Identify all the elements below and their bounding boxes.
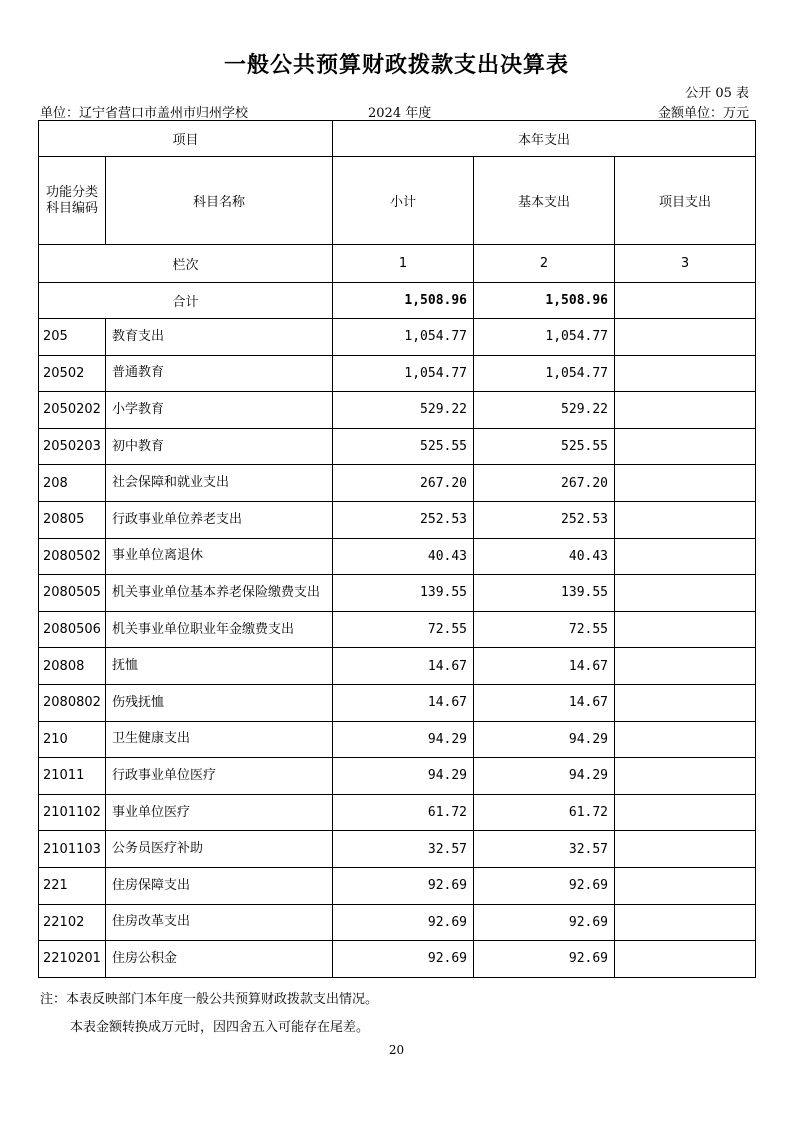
row-name: 住房改革支出 — [106, 904, 333, 941]
total-subtotal: 1,508.96 — [333, 283, 474, 319]
column-number-row — [39, 245, 756, 283]
row-project — [615, 501, 756, 538]
row-code: 2080506 — [39, 611, 106, 648]
row-basic: 92.69 — [474, 867, 615, 904]
year-label: 2024 年度 — [368, 106, 432, 121]
row-subtotal: 525.55 — [333, 428, 474, 465]
row-code: 20805 — [39, 501, 106, 538]
row-name: 行政事业单位医疗 — [106, 758, 333, 795]
row-project — [615, 428, 756, 465]
table-row — [39, 465, 756, 502]
row-basic: 61.72 — [474, 794, 615, 831]
column-number-label: 栏次 — [39, 245, 333, 283]
row-name: 社会保障和就业支出 — [106, 465, 333, 502]
row-project — [615, 465, 756, 502]
row-basic: 252.53 — [474, 501, 615, 538]
row-name: 伤残抚恤 — [106, 684, 333, 721]
column-number-1: 1 — [333, 245, 474, 283]
row-project — [615, 611, 756, 648]
row-basic: 72.55 — [474, 611, 615, 648]
row-name: 教育支出 — [106, 319, 333, 356]
row-basic: 94.29 — [474, 721, 615, 758]
row-basic: 32.57 — [474, 831, 615, 868]
row-project — [615, 721, 756, 758]
row-basic: 94.29 — [474, 758, 615, 795]
row-code: 205 — [39, 319, 106, 356]
page-number: 20 — [388, 1043, 405, 1057]
note-2: 本表金额转换成万元时，因四舍五入可能存在尾差。 — [70, 1020, 370, 1035]
row-name: 住房保障支出 — [106, 867, 333, 904]
form-number: 公开 05 表 — [685, 86, 749, 101]
table-row — [39, 867, 756, 904]
row-project — [615, 355, 756, 392]
row-subtotal: 94.29 — [333, 721, 474, 758]
table-row — [39, 575, 756, 612]
row-name: 事业单位离退休 — [106, 538, 333, 575]
column-number-3: 3 — [615, 245, 756, 283]
row-basic: 139.55 — [474, 575, 615, 612]
row-subtotal: 94.29 — [333, 758, 474, 795]
row-basic: 1,054.77 — [474, 319, 615, 356]
row-subtotal: 14.67 — [333, 684, 474, 721]
row-code: 21011 — [39, 758, 106, 795]
row-project — [615, 538, 756, 575]
row-project — [615, 867, 756, 904]
total-row — [39, 283, 756, 319]
row-code: 2080505 — [39, 575, 106, 612]
row-subtotal: 32.57 — [333, 831, 474, 868]
row-subtotal: 14.67 — [333, 648, 474, 685]
table-row — [39, 941, 756, 978]
expenditure-table — [38, 120, 756, 978]
row-code: 2101102 — [39, 794, 106, 831]
table-row — [39, 904, 756, 941]
row-basic: 40.43 — [474, 538, 615, 575]
table-row — [39, 794, 756, 831]
row-name: 事业单位医疗 — [106, 794, 333, 831]
page-title: 一般公共预算财政拨款支出决算表 — [223, 53, 569, 78]
row-name: 机关事业单位职业年金缴费支出 — [106, 611, 333, 648]
unit-label: 单位：辽宁省营口市盖州市归州学校 — [40, 106, 249, 121]
row-code: 210 — [39, 721, 106, 758]
row-basic: 529.22 — [474, 392, 615, 429]
row-subtotal: 61.72 — [333, 794, 474, 831]
table-row — [39, 428, 756, 465]
row-basic: 14.67 — [474, 648, 615, 685]
money-unit-label: 金额单位：万元 — [657, 106, 749, 121]
row-subtotal: 92.69 — [333, 867, 474, 904]
row-subtotal: 1,054.77 — [333, 319, 474, 356]
row-code: 2050202 — [39, 392, 106, 429]
row-code: 2101103 — [39, 831, 106, 868]
row-subtotal: 252.53 — [333, 501, 474, 538]
total-label: 合计 — [39, 283, 333, 319]
row-basic: 267.20 — [474, 465, 615, 502]
table-row — [39, 648, 756, 685]
row-code: 2080502 — [39, 538, 106, 575]
row-subtotal: 1,054.77 — [333, 355, 474, 392]
row-project — [615, 575, 756, 612]
table-row — [39, 831, 756, 868]
total-project — [615, 283, 756, 319]
row-project — [615, 319, 756, 356]
table-row — [39, 392, 756, 429]
total-basic: 1,508.96 — [474, 283, 615, 319]
row-name: 初中教育 — [106, 428, 333, 465]
row-project — [615, 648, 756, 685]
header-basic: 基本支出 — [474, 157, 615, 245]
row-code: 2050203 — [39, 428, 106, 465]
table-row — [39, 611, 756, 648]
row-name: 机关事业单位基本养老保险缴费支出 — [106, 575, 333, 612]
table-row — [39, 355, 756, 392]
row-project — [615, 904, 756, 941]
row-project — [615, 758, 756, 795]
header-current-year: 本年支出 — [333, 121, 756, 157]
row-subtotal: 92.69 — [333, 904, 474, 941]
header-row-columns — [39, 157, 756, 245]
row-project — [615, 684, 756, 721]
row-subtotal: 139.55 — [333, 575, 474, 612]
table-row — [39, 721, 756, 758]
row-subtotal: 529.22 — [333, 392, 474, 429]
header-code: 功能分类科目编码 — [39, 157, 106, 245]
row-code: 2210201 — [39, 941, 106, 978]
header-name: 科目名称 — [106, 157, 333, 245]
row-basic: 1,054.77 — [474, 355, 615, 392]
table-row — [39, 684, 756, 721]
table-row — [39, 538, 756, 575]
row-name: 公务员医疗补助 — [106, 831, 333, 868]
row-code: 20808 — [39, 648, 106, 685]
row-basic: 525.55 — [474, 428, 615, 465]
row-basic: 14.67 — [474, 684, 615, 721]
row-name: 抚恤 — [106, 648, 333, 685]
row-name: 住房公积金 — [106, 941, 333, 978]
row-name: 普通教育 — [106, 355, 333, 392]
row-code: 2080802 — [39, 684, 106, 721]
row-name: 卫生健康支出 — [106, 721, 333, 758]
row-name: 小学教育 — [106, 392, 333, 429]
column-number-2: 2 — [474, 245, 615, 283]
note-1: 注：本表反映部门本年度一般公共预算财政拨款支出情况。 — [40, 992, 379, 1007]
header-subtotal: 小计 — [333, 157, 474, 245]
table-row — [39, 501, 756, 538]
table-row — [39, 319, 756, 356]
header-project: 项目 — [39, 121, 333, 157]
table-row — [39, 758, 756, 795]
row-code: 22102 — [39, 904, 106, 941]
row-subtotal: 267.20 — [333, 465, 474, 502]
row-project — [615, 392, 756, 429]
header-row-top — [39, 121, 756, 157]
row-subtotal: 72.55 — [333, 611, 474, 648]
header-project-exp: 项目支出 — [615, 157, 756, 245]
row-code: 221 — [39, 867, 106, 904]
row-project — [615, 941, 756, 978]
row-project — [615, 831, 756, 868]
row-basic: 92.69 — [474, 941, 615, 978]
row-subtotal: 92.69 — [333, 941, 474, 978]
row-code: 208 — [39, 465, 106, 502]
row-project — [615, 794, 756, 831]
row-basic: 92.69 — [474, 904, 615, 941]
row-code: 20502 — [39, 355, 106, 392]
row-subtotal: 40.43 — [333, 538, 474, 575]
row-name: 行政事业单位养老支出 — [106, 501, 333, 538]
